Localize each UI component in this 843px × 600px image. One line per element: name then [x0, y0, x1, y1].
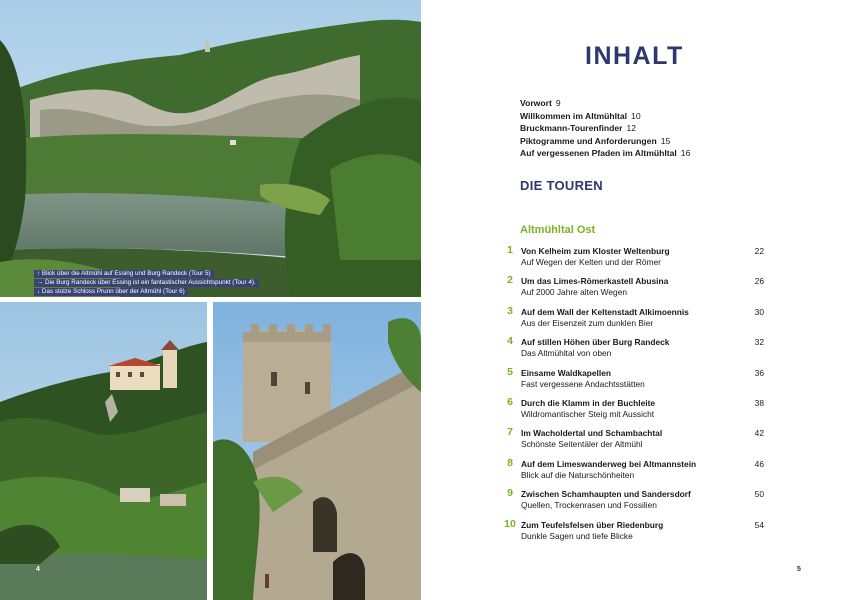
tour-entry[interactable] [504, 335, 764, 365]
tour-number: 7 [507, 426, 513, 439]
toc-entry[interactable] [520, 135, 690, 148]
toc-entry-title: Auf vergessenen Pfaden im Altmühltal [520, 148, 677, 158]
tour-entry[interactable] [504, 305, 764, 335]
toc-entry-title: Willkommen im Altmühltal [520, 110, 628, 121]
tour-subtitle: Wildromantischer Steig mit Aussicht [521, 408, 655, 419]
contents-page [421, 0, 843, 600]
toc-entry-page: 10 [631, 110, 641, 121]
page-title: INHALT [585, 42, 684, 70]
caption-top-photo: ↑ Blick über die Altmühl auf Essing und Burg Randeck (Tour 5) [34, 270, 214, 278]
tour-subtitle: Auf Wegen der Kelten und der Römer [521, 257, 661, 267]
tour-page: 42 [754, 428, 764, 439]
tour-number: 10 [504, 517, 516, 530]
tour-entry[interactable] [504, 274, 764, 304]
photo-altmuehl-essing [0, 0, 421, 297]
tour-number: 6 [507, 395, 513, 408]
tour-subtitle: Schönste Seitentäler der Altmühl [521, 439, 643, 450]
toc-entry-page: 15 [660, 135, 671, 146]
tour-page: 32 [754, 337, 764, 348]
tour-title: Einsame Waldkapellen [521, 367, 611, 378]
toc-entry[interactable] [520, 97, 690, 110]
tour-page: 26 [754, 276, 764, 287]
tour-title: Im Wacholdertal und Schambachtal [521, 428, 663, 439]
tour-subtitle: Auf 2000 Jahre alten Wegen [521, 287, 628, 298]
toc-entry[interactable] [520, 147, 690, 160]
caption-right-photo: → Die Burg Randeck über Essing ist ein fantastischer Aussichtspunkt (Tour 4). [34, 279, 259, 287]
tour-entry[interactable] [504, 366, 764, 396]
toc-entry[interactable] [520, 122, 690, 135]
tour-subtitle: Quellen, Trockenrasen und Fossilien [521, 500, 657, 511]
tour-number: 2 [507, 274, 513, 287]
toc-entry-page: 16 [680, 148, 691, 158]
tour-entry[interactable] [504, 396, 764, 426]
tour-subtitle: Das Altmühltal von oben [521, 348, 612, 359]
tour-number: 3 [507, 304, 513, 317]
tour-page: 30 [754, 306, 764, 317]
photo-schloss-prunn-image [0, 302, 207, 600]
toc-entry[interactable] [520, 110, 690, 123]
caption-bottom-photo: ↓ Das stolze Schloss Prunn über der Altmühl (Tour 6) [34, 288, 188, 296]
tour-list [504, 244, 764, 548]
tour-subtitle: Fast vergessene Andachtsstätten [521, 378, 645, 389]
tour-page: 36 [754, 367, 764, 378]
tour-number: 1 [507, 244, 513, 256]
photo-burg-randeck-image [213, 302, 421, 600]
tour-title: Von Kelheim zum Kloster Weltenburg [521, 246, 670, 256]
toc-entry-title: Piktogramme und Anforderungen [520, 135, 657, 146]
tour-entry[interactable] [504, 487, 764, 517]
tour-title: Zum Teufelsfelsen über Riedenburg [521, 519, 664, 530]
photo-schloss-prunn [0, 302, 207, 600]
tour-page: 38 [754, 397, 764, 408]
toc-entry-page: 12 [626, 123, 637, 133]
tour-subtitle: Dunkle Sagen und tiefe Blicke [521, 530, 633, 541]
tour-subtitle: Aus der Eisenzeit zum dunklen Bier [521, 317, 654, 328]
tour-title: Zwischen Schamhaupten und Sandersdorf [521, 489, 691, 500]
toc-entry-page: 9 [555, 98, 561, 108]
tour-page: 54 [754, 519, 764, 530]
toc-entry-title: Bruckmann-Tourenfinder [520, 123, 623, 133]
tour-number: 4 [507, 335, 513, 348]
tour-entry[interactable] [504, 457, 764, 487]
tour-page: 22 [754, 246, 764, 256]
tour-title: Durch die Klamm in der Buchleite [521, 397, 656, 408]
tour-number: 9 [507, 487, 513, 500]
tour-page: 50 [754, 489, 764, 500]
tour-title: Um das Limes-Römerkastell Abusina [521, 276, 669, 287]
page-number-left: 4 [36, 566, 40, 573]
tour-number: 5 [507, 365, 513, 378]
section-heading: DIE TOUREN [520, 178, 603, 193]
photo-burg-randeck [213, 302, 421, 600]
tour-page: 46 [754, 458, 764, 469]
tour-entry[interactable] [504, 244, 764, 274]
region-heading: Altmühltal Ost [520, 224, 596, 236]
tour-subtitle: Blick auf die Naturschönheiten [521, 469, 635, 480]
photo-altmuehl-essing-image [0, 0, 421, 297]
photo-captions [34, 270, 264, 297]
toc-entry-title: Vorwort [520, 98, 552, 108]
tour-entry[interactable] [504, 426, 764, 456]
tour-title: Auf stillen Höhen über Burg Randeck [521, 337, 670, 348]
tour-entry[interactable] [504, 518, 764, 548]
tour-number: 8 [507, 456, 513, 469]
tour-title: Auf dem Wall der Keltenstadt Alkimoennis [521, 306, 689, 317]
front-matter-list [520, 97, 690, 160]
tour-title: Auf dem Limeswanderweg bei Altmannstein [521, 458, 697, 469]
page-number-right: 5 [797, 566, 801, 573]
